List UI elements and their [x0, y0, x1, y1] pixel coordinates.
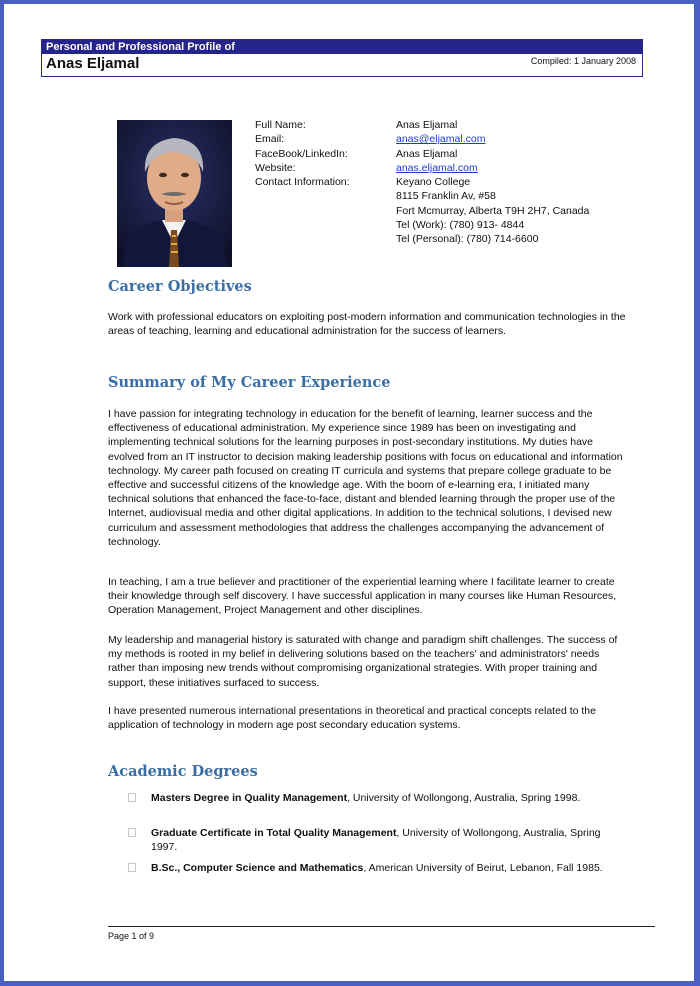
website-link[interactable]: anas.eljamal.com	[396, 161, 478, 174]
bullet-icon	[128, 828, 136, 837]
facebook-value: Anas Eljamal	[396, 147, 458, 160]
degree-item	[128, 791, 628, 805]
degree-detail: , University of Wollongong, Australia, Spring 1998.	[347, 792, 581, 804]
career-objectives-heading: Career Objectives	[108, 278, 252, 295]
degree-item	[128, 861, 628, 875]
career-objectives-text: Work with professional educators on exploiting post-modern information and communication technologies in the areas of teaching, learning and educational administration for the success of learners.	[108, 311, 626, 338]
label-contact-info: Contact Information:	[255, 176, 350, 189]
degree-detail: , University of Wollongong, Australia, Spring 1997.	[151, 827, 601, 854]
label-full-name: Full Name:	[255, 119, 306, 131]
email-link[interactable]: anas@eljamal.com	[396, 133, 486, 146]
bullet-icon	[128, 863, 136, 872]
degree-item	[128, 826, 628, 854]
profile-name: Anas Eljamal	[46, 55, 140, 72]
profile-photo	[117, 120, 232, 267]
degree-detail: , American University of Beirut, Lebanon, Fall 1985.	[363, 862, 603, 874]
degree-title: Graduate Certificate in Total Quality Management	[151, 827, 397, 839]
summary-paragraph: My leadership and managerial history is saturated with change and paradigm shift challenges. The success of my methods is rooted in my belief in delivering solutions based on the teachers' and administrators' needs rather than imposing new trends without compromising organizational strategies. With proper training and support, these initiatives surfaced to success.	[108, 634, 618, 689]
full-name-value: Anas Eljamal	[396, 119, 458, 131]
portrait-image	[117, 120, 232, 267]
label-email: Email:	[255, 133, 285, 146]
header-banner	[41, 39, 643, 77]
contact-labels	[255, 118, 350, 189]
address-line: Fort Mcmurray, Alberta T9H 2H7, Canada	[396, 204, 590, 217]
degree-title: B.Sc., Computer Science and Mathematics	[151, 862, 364, 874]
personal-phone: Tel (Personal): (780) 714-6600	[396, 233, 539, 246]
summary-paragraph: I have presented numerous international presentations in theoretical and practical concepts related to the application of technology in modern age post secondary education systems.	[108, 705, 596, 732]
summary-paragraph: I have passion for integrating technology in education for the benefit of learning, learner success and the effectiveness of educational administration. My experience since 1989 has been on investigating and implementing technical solutions for the learning purposes in post-secondary institutions. My duties have evolved from an IT instructor to decision making leadership positions with focus on educational and information technology. My career path focused on creating IT curricula and systems that prepare college graduate to be effective and successful citizens of the knowledge age. With the boom of e-learning era, I initiated many technical solutions that enhanced the face-to-face, distant and blended learning through the proper use of the Internet, audiovisual media and other digital applications. In addition to the technical solutions, I devised new curriculum and assessment methodologies that address the challenges accompanying the advancement of technology.	[108, 408, 623, 548]
address-line: 8115 Franklin Av, #58	[396, 190, 496, 203]
profile-label: Personal and Professional Profile of	[42, 40, 642, 54]
page-number: Page 1 of 9	[108, 931, 155, 941]
academic-degrees-heading: Academic Degrees	[108, 763, 258, 780]
compiled-date: Compiled: 1 January 2008	[530, 56, 636, 66]
work-phone: Tel (Work): (780) 913- 4844	[396, 219, 525, 232]
degree-title: Masters Degree in Quality Management	[151, 792, 348, 804]
document-page	[4, 4, 694, 981]
address-line: Keyano College	[396, 176, 471, 189]
summary-heading: Summary of My Career Experience	[108, 374, 391, 391]
label-website: Website:	[255, 161, 296, 174]
contact-values	[396, 118, 589, 247]
footer-divider	[108, 926, 655, 927]
summary-paragraph: In teaching, I am a true believer and practitioner of the experiential learning where I facilitate learner to create their knowledge through self discovery. I have successful application in many courses like Human Resources, Operation Management, Project Management and other disciplines.	[108, 576, 617, 617]
label-facebook: FaceBook/LinkedIn:	[255, 147, 348, 160]
bullet-icon	[128, 793, 136, 802]
